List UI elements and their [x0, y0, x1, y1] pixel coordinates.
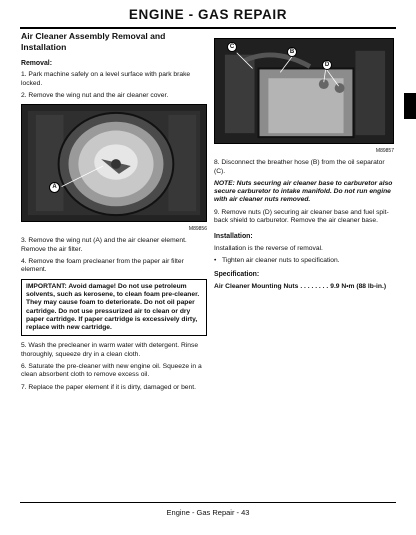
installation-text: Installation is the reverse of removal.	[214, 244, 323, 252]
footer-rule	[20, 502, 396, 503]
bullet-item	[214, 257, 394, 265]
important-notice: IMPORTANT: Avoid damage! Do not use petroleum solvents, such as kerosene, to clean foam pre-cleaner. They may cause foam to deteriorate. Do not oil paper cartridge. Do not use pressurized air to clean or dry paper cartridge. If paper cartridge is excessively dirty, replace with new cartridge.	[21, 279, 207, 337]
spec-heading: Specification:	[214, 271, 260, 279]
step-1: 1. Park machine safely on a level surface with park brake locked.	[21, 71, 191, 87]
spec-row	[214, 283, 394, 291]
step-4: 4. Remove the foam precleaner from the paper air filter element.	[21, 258, 184, 274]
bullet-dot-icon: •	[214, 256, 217, 264]
callout-c: C	[227, 42, 237, 52]
spec-leader: . . . . . . . .	[300, 282, 329, 290]
step-9: 9. Remove nuts (D) securing air cleaner base and fuel spit-back shield to carburetor. Remove the air cleaner base.	[214, 208, 389, 225]
air-cleaner-cover-photo	[21, 104, 207, 222]
spec-label: Air Cleaner Mounting Nuts	[214, 282, 299, 290]
step-2: 2. Remove the wing nut and the air cleaner cover.	[21, 91, 169, 99]
header-rule	[20, 27, 396, 29]
photo-id-2: M89857	[375, 148, 394, 154]
callout-a: A	[49, 182, 60, 193]
installation-heading: Installation:	[214, 233, 253, 241]
photo-id-1: M89856	[188, 226, 207, 233]
step-6: 6. Saturate the pre-cleaner with new engine oil. Squeeze in a clean absorbent cloth to remove excess oil.	[21, 363, 202, 379]
bullet-text: Tighten air cleaner nuts to specification.	[222, 256, 340, 264]
section-tab-marker	[404, 93, 416, 119]
step-5: 5. Wash the precleaner in warm water with detergent. Rinse thoroughly, squeeze dry in a clean cloth.	[21, 342, 199, 358]
page-title: ENGINE - GAS REPAIR	[128, 7, 288, 22]
note: NOTE: Nuts securing air cleaner base to carburetor also secure carburetor to intake manifold. Do not run engine with air cleaner nuts removed.	[214, 179, 393, 204]
callout-b: B	[287, 47, 297, 57]
step-3: 3. Remove the wing nut (A) and the air cleaner element. Remove the air filter.	[21, 237, 187, 253]
right-column	[214, 36, 394, 291]
air-cleaner-base-photo	[214, 38, 394, 144]
step-7: 7. Replace the paper element if it is dirty, damaged or bent.	[21, 383, 196, 391]
spec-value: 9.9 N•m (88 lb-in.)	[330, 282, 387, 290]
callout-d: D	[322, 60, 332, 70]
section-title: Air Cleaner Assembly Removal and Installation	[21, 31, 166, 52]
step-8: 8. Disconnect the breather hose (B) from the oil separator (C).	[214, 159, 385, 175]
left-column	[21, 31, 207, 396]
removal-heading: Removal:	[21, 60, 53, 67]
page-footer: Engine - Gas Repair - 43	[166, 508, 250, 517]
